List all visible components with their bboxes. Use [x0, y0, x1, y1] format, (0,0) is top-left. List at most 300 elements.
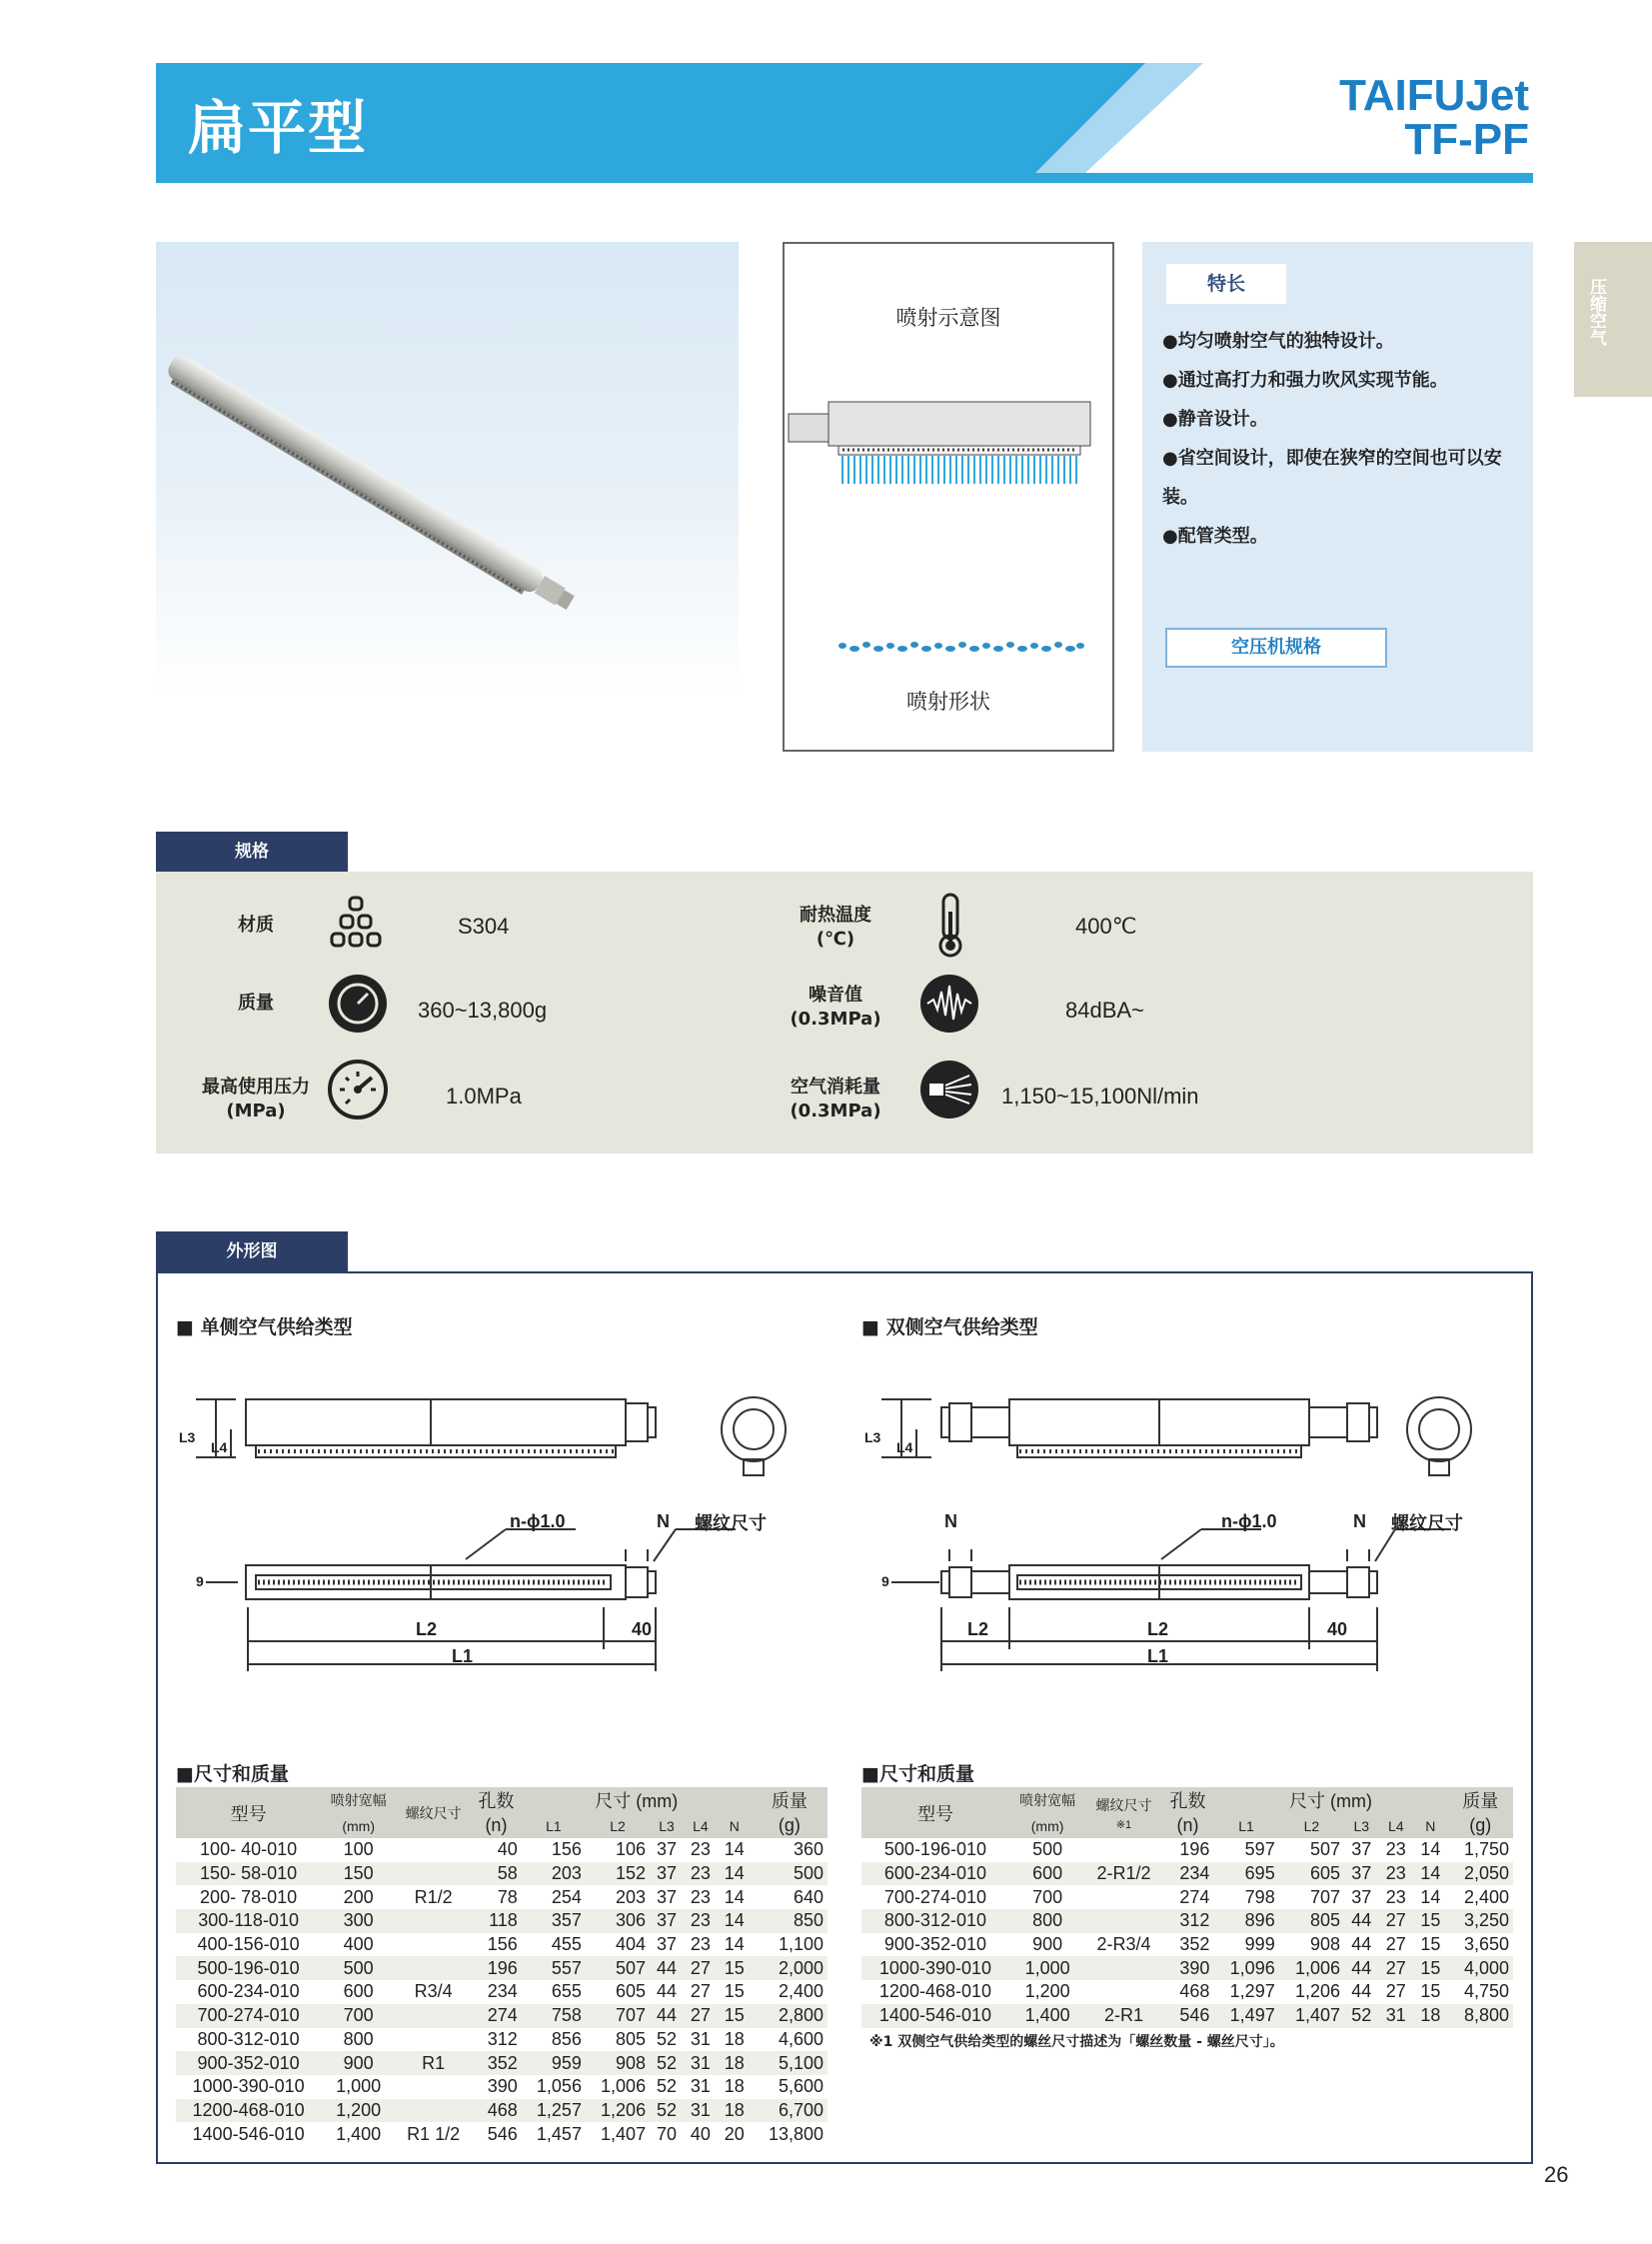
table-cell: 14 [1420, 1839, 1441, 1860]
single-40-label: 40 [632, 1619, 653, 1639]
table-cell: 23 [1379, 1862, 1414, 1886]
single-thread-label: 螺纹尺寸 [695, 1513, 767, 1533]
table-cell: 40 [497, 1839, 518, 1860]
table-cell: 2,800 [752, 2004, 827, 2028]
features-list [1162, 322, 1522, 556]
table-cell: 557 [522, 1956, 586, 1980]
side-tab-label: 压缩空气 [1586, 278, 1606, 346]
table-cell: 695 [1213, 1862, 1278, 1886]
table-cell: 31 [690, 2028, 711, 2049]
table-cell: 900-352-010 [176, 2051, 321, 2075]
double-hole-label: n-ϕ1.0 [1221, 1511, 1277, 1531]
spray-illustration [785, 394, 1112, 674]
table-cell: 507 [586, 1956, 650, 1980]
table-row [861, 2004, 1513, 2028]
table-cell: 44 [1351, 1981, 1372, 2002]
table-cell: 900-352-010 [883, 1934, 986, 1955]
weight-icon [326, 972, 390, 1036]
table-cell [1085, 1885, 1161, 1909]
col-model: 型号 [176, 1787, 321, 1838]
features-panel [1142, 242, 1533, 752]
single-9-label: 9 [196, 1573, 204, 1589]
table-cell: 31 [690, 2076, 711, 2097]
table-cell: 37 [657, 1886, 678, 1907]
table-row [861, 1838, 1513, 1862]
table-cell: 78 [497, 1886, 518, 1907]
table-row [176, 1862, 827, 1886]
table-cell: 44 [650, 1956, 684, 1980]
table-cell: 1,200 [1024, 1981, 1070, 2002]
table-cell: 37 [650, 1862, 684, 1886]
table-cell: 44 [1344, 1956, 1379, 1980]
col-width-unit: (mm) [321, 1813, 396, 1838]
brand-name: TAIFUJet [1339, 71, 1529, 120]
table-cell: 37 [650, 1909, 684, 1933]
feature-item: ●通过高打力和强力吹风实现节能。 [1162, 370, 1448, 391]
spec-label-air: 空气消耗量 (0.3MPa) [790, 1077, 881, 1122]
table-cell: 600 [1009, 1862, 1085, 1886]
single-hole-label: n-ϕ1.0 [510, 1511, 566, 1531]
table-cell: 597 [1244, 1839, 1275, 1860]
table-cell: 655 [551, 1981, 582, 2002]
table-row [861, 1956, 1513, 1980]
col-thread: 螺纹尺寸 ※1 [1085, 1787, 1161, 1838]
table-cell: 37 [1351, 1839, 1372, 1860]
table-row [176, 1956, 827, 1980]
side-category-tab[interactable] [1574, 242, 1652, 397]
table-cell: 18 [1413, 2004, 1448, 2028]
table-cell: 999 [1244, 1934, 1275, 1955]
table-cell: 14 [724, 1886, 745, 1907]
table-cell: 152 [586, 1862, 650, 1886]
single-table-heading: ■尺寸和质量 [176, 1763, 289, 1785]
table-cell: R1 1/2 [407, 2123, 461, 2144]
table-cell: 546 [1162, 2004, 1214, 2028]
table-cell: 196 [1179, 1839, 1210, 1860]
col-dims: 尺寸 (mm) [1213, 1787, 1447, 1813]
header-banner [156, 63, 1533, 183]
table-cell: 15 [718, 1956, 752, 1980]
table-cell: 27 [690, 1981, 711, 2002]
outline-section-tab: 外形图 [156, 1231, 348, 1271]
table-cell: R3/4 [414, 1981, 453, 2002]
nozzle-photo-image [156, 242, 739, 697]
table-cell: 14 [1413, 1862, 1448, 1886]
table-cell: 100- 40-010 [200, 1839, 298, 1860]
single-l4-label: L4 [211, 1439, 228, 1455]
table-cell: 23 [690, 1886, 711, 1907]
table-cell [1085, 1838, 1161, 1862]
table-cell: 900 [1032, 1934, 1063, 1955]
table-cell: 800-312-010 [861, 1909, 1009, 1933]
single-l1-label: L1 [452, 1646, 474, 1666]
table-cell: 1,100 [778, 1934, 824, 1955]
table-cell: 1,006 [601, 2076, 647, 2097]
table-cell: 605 [1279, 1862, 1344, 1886]
table-cell: 70 [657, 2123, 678, 2144]
col-width: 喷射宽幅 [1009, 1787, 1085, 1813]
col-width: 喷射宽幅 [321, 1787, 396, 1813]
table-cell: 640 [793, 1886, 824, 1907]
table-cell [1085, 1956, 1161, 1980]
table-cell: 700 [1032, 1886, 1063, 1907]
col-holes: 孔数 [1162, 1787, 1214, 1813]
table-cell: 959 [522, 2051, 586, 2075]
table-cell: 20 [724, 2123, 745, 2144]
table-cell: 4,750 [1463, 1981, 1509, 2002]
double-l3-label: L3 [864, 1429, 881, 1445]
table-cell: 156 [551, 1839, 582, 1860]
table-cell: 390 [487, 2076, 518, 2097]
table-cell: 707 [586, 2004, 650, 2028]
table-cell: 3,250 [1448, 1909, 1513, 1933]
compressor-spec-button[interactable]: 空压机规格 [1165, 628, 1387, 668]
table-cell: 31 [684, 2051, 718, 2075]
table-cell: 908 [1310, 1934, 1341, 1955]
table-row [861, 1885, 1513, 1909]
col-width-unit: (mm) [1009, 1813, 1085, 1838]
table-cell: 15 [718, 2004, 752, 2028]
table-cell: 5,100 [752, 2051, 827, 2075]
table-cell: 274 [471, 2004, 522, 2028]
table-cell [396, 2028, 471, 2052]
table-cell: 1,056 [536, 2076, 582, 2097]
table-cell: 390 [1162, 1956, 1214, 1980]
table-cell: 52 [657, 2028, 678, 2049]
table-cell: 8,800 [1448, 2004, 1513, 2028]
table-cell: 23 [690, 1839, 711, 1860]
page-title: 扁平型 [188, 94, 369, 162]
spec-value-heat: 400℃ [1075, 914, 1137, 939]
table-cell: R1 [396, 2051, 471, 2075]
col-dims: 尺寸 (mm) [522, 1787, 752, 1813]
table-cell: 15 [1413, 1909, 1448, 1933]
table-cell [1085, 1909, 1161, 1933]
table-cell: 18 [718, 2099, 752, 2123]
table-cell: 150- 58-010 [176, 1862, 321, 1886]
table-cell: 758 [522, 2004, 586, 2028]
table-cell: 1,200 [321, 2099, 396, 2123]
table-cell: 14 [724, 1839, 745, 1860]
spec-label-material: 材质 [238, 915, 274, 936]
table-cell: 500 [321, 1956, 396, 1980]
table-cell: 500 [752, 1862, 827, 1886]
table-cell: 27 [1379, 1909, 1414, 1933]
table-cell: 234 [1162, 1862, 1214, 1886]
table-cell: 23 [684, 1909, 718, 1933]
col-thread: 螺纹尺寸 [396, 1787, 471, 1838]
table-cell: 312 [1162, 1909, 1214, 1933]
table-cell: 1,006 [1279, 1956, 1344, 1980]
table-cell: 1200-468-010 [878, 1981, 992, 2002]
table-row [176, 2028, 827, 2052]
single-supply-title: ■ 单侧空气供给类型 [176, 1316, 353, 1338]
table-cell: 150 [321, 1862, 396, 1886]
double-l4-label: L4 [896, 1439, 913, 1455]
table-cell: 500-196-010 [176, 1956, 321, 1980]
table-row [176, 1909, 827, 1933]
col-n: N [1413, 1813, 1448, 1838]
col-mass-unit: (g) [752, 1813, 827, 1838]
double-n-left-label: N [944, 1511, 957, 1531]
table-cell: 360 [793, 1839, 824, 1860]
table-cell: 404 [616, 1934, 647, 1955]
col-l4: L4 [1379, 1813, 1414, 1838]
table-cell: 200- 78-010 [200, 1886, 298, 1907]
table-row [176, 1838, 827, 1862]
table-cell [396, 1933, 471, 1957]
table-cell: 300-118-010 [176, 1909, 321, 1933]
table-cell: 306 [586, 1909, 650, 1933]
table-cell: 312 [487, 2028, 518, 2049]
table-cell: 896 [1213, 1909, 1278, 1933]
table-cell: 23 [1385, 1886, 1406, 1907]
table-cell: 15 [1413, 1956, 1448, 1980]
table-cell: 468 [1179, 1981, 1210, 2002]
table-cell: 2,400 [778, 1981, 824, 2002]
pressure-gauge-icon [326, 1058, 390, 1122]
table-row [861, 1980, 1513, 2004]
table-cell: 1000-390-010 [192, 2076, 305, 2097]
table-cell: 14 [718, 1909, 752, 1933]
table-cell: 44 [657, 1981, 678, 2002]
table-cell: 27 [684, 1956, 718, 1980]
sound-wave-icon [917, 972, 981, 1036]
col-l2: L2 [1279, 1813, 1344, 1838]
col-l3: L3 [650, 1813, 684, 1838]
table-cell: 15 [1420, 1981, 1441, 2002]
table-cell: 300 [321, 1909, 396, 1933]
table-cell: 357 [522, 1909, 586, 1933]
table-cell: 4,600 [778, 2028, 824, 2049]
table-cell: 1,400 [1009, 2004, 1085, 2028]
table-cell: 700-274-010 [883, 1886, 986, 1907]
table-cell: 1,096 [1213, 1956, 1278, 1980]
feature-item: ●均匀喷射空气的独特设计。 [1162, 331, 1394, 352]
double-l1-label: L1 [1147, 1646, 1169, 1666]
single-n-label: N [657, 1511, 670, 1531]
table-cell: 455 [551, 1934, 582, 1955]
table-cell: 2-R3/4 [1096, 1934, 1151, 1955]
double-thread-label: 螺纹尺寸 [1391, 1513, 1463, 1533]
spec-section-tab: 规格 [156, 832, 348, 872]
feature-item: ●静音设计。 [1162, 409, 1268, 430]
col-holes: 孔数 [471, 1787, 522, 1813]
table-cell: 106 [616, 1839, 647, 1860]
table-cell: 1,000 [336, 2076, 382, 2097]
table-cell [396, 2004, 471, 2028]
page-number: 26 [1544, 2162, 1569, 2187]
table-cell [396, 2099, 471, 2123]
table-cell: 2-R1/2 [1085, 1862, 1161, 1886]
table-cell: 196 [471, 1956, 522, 1980]
table-cell: 6,700 [752, 2099, 827, 2123]
table-cell: 27 [1385, 1981, 1406, 2002]
spec-value-noise: 84dBA~ [1065, 998, 1144, 1023]
table-cell: R1/2 [414, 1886, 453, 1907]
table-cell: 3,650 [1463, 1934, 1509, 1955]
table-cell: 15 [1420, 1934, 1441, 1955]
table-cell: 2,400 [1463, 1886, 1509, 1907]
material-icon [326, 894, 386, 954]
spray-diagram-title: 喷射示意图 [895, 306, 1001, 330]
col-l4: L4 [684, 1813, 718, 1838]
table-cell: 500-196-010 [883, 1839, 986, 1860]
spray-shape-caption: 喷射形状 [906, 690, 990, 714]
table-cell: 14 [724, 1934, 745, 1955]
col-l1: L1 [522, 1813, 586, 1838]
spec-value-air: 1,150~15,100Nl/min [1001, 1084, 1199, 1109]
spec-label-mass: 质量 [238, 993, 274, 1014]
table-cell: 13,800 [768, 2123, 824, 2144]
table-cell [396, 1838, 471, 1862]
table-cell: 1,297 [1229, 1981, 1275, 2002]
table-cell: 234 [487, 1981, 518, 2002]
table-cell: 908 [586, 2051, 650, 2075]
double-n-right-label: N [1353, 1511, 1366, 1531]
table-cell: 1,497 [1213, 2004, 1278, 2028]
table-cell: 1200-468-010 [176, 2099, 321, 2123]
table-cell: 1,000 [1009, 1956, 1085, 1980]
table-cell: 800-312-010 [197, 2028, 300, 2049]
table-cell: 605 [616, 1981, 647, 2002]
table-cell: 52 [657, 2076, 678, 2097]
table-cell: 468 [471, 2099, 522, 2123]
double-l2-mid-label: L2 [1147, 1619, 1169, 1639]
double-table-heading: ■尺寸和质量 [861, 1763, 974, 1785]
table-cell: 850 [752, 1909, 827, 1933]
thermometer-icon [925, 892, 975, 958]
table-cell: 203 [522, 1862, 586, 1886]
table-cell [396, 1862, 471, 1886]
table-cell: 100 [343, 1839, 374, 1860]
table-cell: 52 [650, 2099, 684, 2123]
table-cell: 18 [724, 2076, 745, 2097]
feature-item: ●配管类型。 [1162, 526, 1268, 547]
table-cell: 1000-390-010 [861, 1956, 1009, 1980]
spray-diagram [783, 242, 1114, 752]
table-cell: 200 [343, 1886, 374, 1907]
table-row [176, 2075, 827, 2099]
table-cell: 2-R1 [1085, 2004, 1161, 2028]
spec-label-pressure: 最高使用压力 (MPa) [202, 1077, 310, 1122]
table-cell: 52 [1344, 2004, 1379, 2028]
col-l2: L2 [586, 1813, 650, 1838]
table-cell: 700-274-010 [176, 2004, 321, 2028]
table-cell: 546 [487, 2123, 518, 2144]
table-cell: 707 [1310, 1886, 1341, 1907]
table-cell: 600 [343, 1981, 374, 2002]
single-l2-label: L2 [416, 1619, 438, 1639]
table-cell: 1,457 [536, 2123, 582, 2144]
table-cell: 800 [1009, 1909, 1085, 1933]
col-holes-unit: (n) [471, 1813, 522, 1838]
table-cell: 118 [471, 1909, 522, 1933]
table-cell: 31 [1379, 2004, 1414, 2028]
table-cell: 156 [487, 1934, 518, 1955]
col-l1: L1 [1213, 1813, 1278, 1838]
col-mass-unit: (g) [1448, 1813, 1513, 1838]
table-cell: 44 [650, 2004, 684, 2028]
table-cell: 18 [724, 2028, 745, 2049]
table-row [176, 1980, 827, 2004]
table-cell: 15 [724, 1981, 745, 2002]
table-cell: 40 [690, 2123, 711, 2144]
table-cell: 31 [684, 2099, 718, 2123]
double-9-label: 9 [881, 1573, 889, 1589]
table-cell: 1,750 [1463, 1839, 1509, 1860]
table-cell: 352 [471, 2051, 522, 2075]
product-photo [156, 242, 739, 697]
spec-value-mass: 360~13,800g [418, 998, 548, 1023]
spec-value-material: S304 [458, 914, 510, 939]
table-cell: 274 [1179, 1886, 1210, 1907]
table-cell: 27 [1385, 1934, 1406, 1955]
table-cell: 500 [1032, 1839, 1063, 1860]
table-cell: 14 [1420, 1886, 1441, 1907]
table-cell: 58 [471, 1862, 522, 1886]
table-cell: 600-234-010 [197, 1981, 300, 2002]
col-l3: L3 [1344, 1813, 1379, 1838]
table-cell: 37 [1351, 1886, 1372, 1907]
single-dimension-table [176, 1787, 827, 2146]
spec-label-heat: 耐热温度 (℃) [800, 905, 871, 950]
table-cell: 1,407 [601, 2123, 647, 2144]
double-dimension-table [861, 1787, 1513, 2028]
air-flow-icon [917, 1058, 981, 1122]
table-row [861, 1933, 1513, 1957]
table-cell: 1400-546-010 [861, 2004, 1009, 2028]
table-cell: 400 [343, 1934, 374, 1955]
table-cell: 507 [1310, 1839, 1341, 1860]
col-n: N [718, 1813, 752, 1838]
table-cell: 1,407 [1279, 2004, 1344, 2028]
table-cell: 23 [690, 1934, 711, 1955]
table-cell: 2,050 [1448, 1862, 1513, 1886]
table-cell: 14 [718, 1862, 752, 1886]
table-cell: 400-156-010 [197, 1934, 300, 1955]
table-footnote: ※1 双侧空气供给类型的螺丝尺寸描述为「螺丝数量 - 螺丝尺寸」。 [869, 2034, 1284, 2050]
double-l2-left-label: L2 [967, 1619, 989, 1639]
table-cell: 856 [551, 2028, 582, 2049]
table-cell: 352 [1179, 1934, 1210, 1955]
table-row [176, 2122, 827, 2146]
col-mass: 质量 [1448, 1787, 1513, 1813]
table-cell: 37 [657, 1934, 678, 1955]
table-cell: 23 [684, 1862, 718, 1886]
table-cell: 900 [321, 2051, 396, 2075]
table-cell [396, 1956, 471, 1980]
table-cell: 800 [343, 2028, 374, 2049]
model-code: TF-PF [1404, 115, 1529, 164]
table-cell: 2,000 [752, 1956, 827, 1980]
table-cell: 1,206 [586, 2099, 650, 2123]
spec-value-pressure: 1.0MPa [446, 1084, 522, 1109]
table-cell: 27 [684, 2004, 718, 2028]
table-cell: 600-234-010 [861, 1862, 1009, 1886]
spec-label-noise: 噪音值 (0.3MPa) [790, 985, 881, 1030]
features-heading: 特长 [1166, 264, 1286, 304]
table-cell: 700 [321, 2004, 396, 2028]
feature-item: ●省空间设计，即使在狭窄的空间也可以安装。 [1162, 448, 1502, 508]
col-holes-unit: (n) [1162, 1813, 1214, 1838]
single-l3-label: L3 [179, 1429, 196, 1445]
table-cell: 27 [1379, 1956, 1414, 1980]
table-cell: 4,000 [1448, 1956, 1513, 1980]
table-cell: 1,206 [1295, 1981, 1341, 2002]
table-cell: 798 [1244, 1886, 1275, 1907]
table-cell: 1,400 [336, 2123, 382, 2144]
